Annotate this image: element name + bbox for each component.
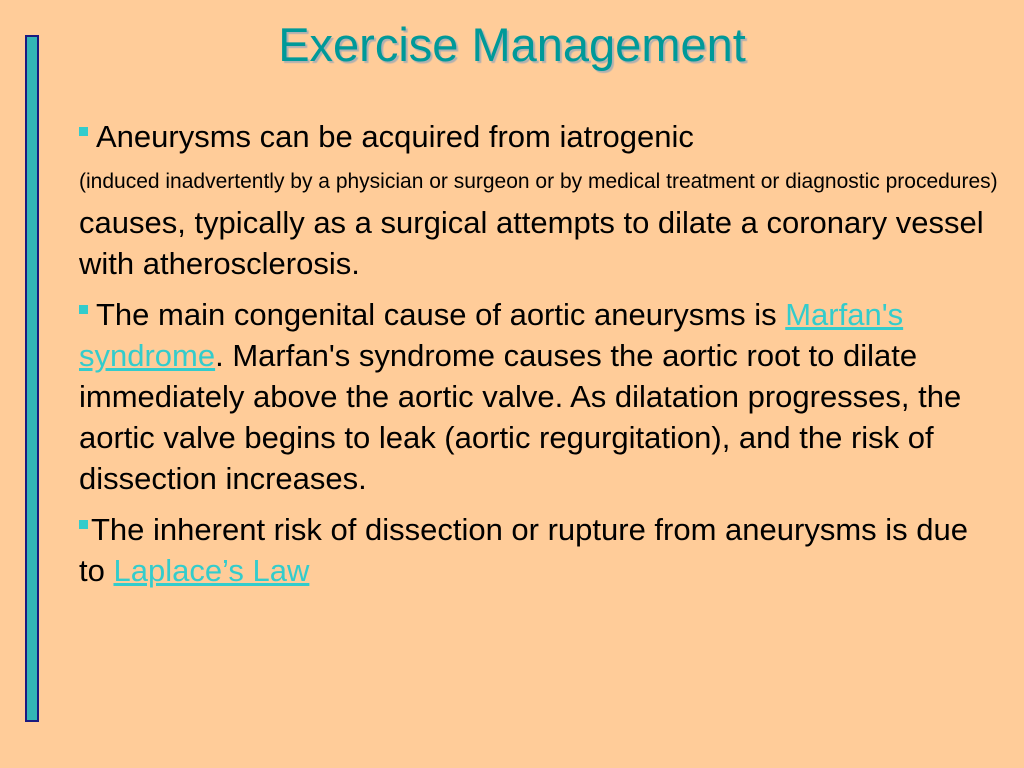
slide-content — [79, 116, 999, 601]
square-bullet-icon — [79, 305, 88, 314]
bullet-item — [79, 116, 999, 284]
marfan-syndrome-link[interactable]: Marfan's syndrome — [79, 297, 904, 373]
bullet-item — [79, 294, 999, 499]
square-bullet-icon — [79, 520, 88, 529]
accent-bar — [25, 35, 39, 722]
bullet-text: Aneurysms can be acquired from iatrogenic — [96, 119, 694, 154]
bullet-note: (induced inadvertently by a physician or surgeon or by medical treatment or diagnostic procedures) — [79, 170, 998, 193]
laplace-law-link[interactable]: Laplace’s Law — [113, 553, 310, 588]
square-bullet-icon — [79, 127, 88, 136]
bullet-text: The main congenital cause of aortic aneurysms is — [96, 297, 786, 332]
bullet-text: . Marfan's syndrome causes the aortic root to dilate immediately above the aortic valve. As dilatation progresses, the aortic valve begins to leak (aortic regurgitation), and the risk of dissection increases. — [79, 338, 962, 496]
bullet-text: causes, typically as a surgical attempts to dilate a coronary vessel with atherosclerosis. — [79, 205, 984, 281]
bullet-item — [79, 509, 999, 591]
slide-title: Exercise Management — [278, 18, 746, 71]
bullet-text: The inherent risk of dissection or rupture from aneurysms is due to — [79, 512, 968, 588]
